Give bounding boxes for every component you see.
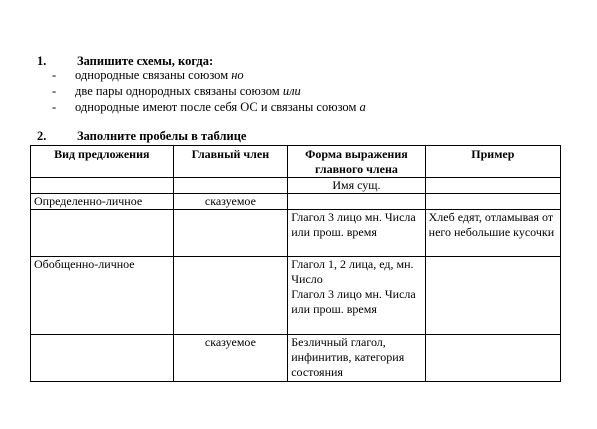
table-row bbox=[31, 194, 561, 210]
table-cell[interactable] bbox=[31, 210, 174, 257]
table-row bbox=[31, 210, 561, 257]
header-main-member: Главный член bbox=[173, 146, 288, 178]
table-header-row bbox=[31, 146, 561, 178]
table-cell: Безличный глагол, инфинитив, категория состояния bbox=[288, 335, 425, 382]
table-cell: Глагол 3 лицо мн. Числа или прош. время bbox=[288, 210, 425, 257]
table-cell[interactable] bbox=[173, 178, 288, 194]
table-cell[interactable] bbox=[425, 194, 560, 210]
table-cell[interactable] bbox=[173, 257, 288, 335]
table-row bbox=[31, 335, 561, 382]
table-cell: сказуемое bbox=[173, 194, 288, 210]
list-item: - однородные связаны союзом но bbox=[52, 68, 244, 82]
header-expression-form: Форма выражения главного члена bbox=[288, 146, 425, 178]
table-cell: Имя сущ. bbox=[288, 178, 425, 194]
table-cell[interactable] bbox=[288, 194, 425, 210]
list-item: - однородные имеют после себя ОС и связаны союзом а bbox=[52, 100, 366, 114]
task-1-list bbox=[52, 67, 366, 115]
fill-in-table bbox=[30, 145, 561, 382]
table-row bbox=[31, 178, 561, 194]
table-cell[interactable] bbox=[31, 178, 174, 194]
table-cell[interactable] bbox=[31, 335, 174, 382]
task-2-number: 2. bbox=[37, 129, 47, 143]
table-cell: сказуемое bbox=[173, 335, 288, 382]
table-cell[interactable] bbox=[425, 257, 560, 335]
table-cell: Хлеб едят, отламывая от него небольшие кусочки bbox=[425, 210, 560, 257]
table-cell[interactable] bbox=[425, 178, 560, 194]
task-2-title: Заполните пробелы в таблице bbox=[77, 129, 247, 143]
task-2-heading bbox=[37, 129, 246, 144]
table-cell: Обобщенно-личное bbox=[31, 257, 174, 335]
table-cell: Определенно-личное bbox=[31, 194, 174, 210]
table-row bbox=[31, 257, 561, 335]
task-1-title: Запишите схемы, когда: bbox=[77, 54, 214, 68]
table-cell[interactable] bbox=[425, 335, 560, 382]
task-1-number: 1. bbox=[37, 54, 47, 68]
header-sentence-type: Вид предложения bbox=[31, 146, 174, 178]
list-item: - две пары однородных связаны союзом или bbox=[52, 84, 301, 98]
header-example: Пример bbox=[425, 146, 560, 178]
table-cell: Глагол 1, 2 лица, ед, мн. Число Глагол 3 лицо мн. Числа или прош. время bbox=[288, 257, 425, 335]
table-cell[interactable] bbox=[173, 210, 288, 257]
